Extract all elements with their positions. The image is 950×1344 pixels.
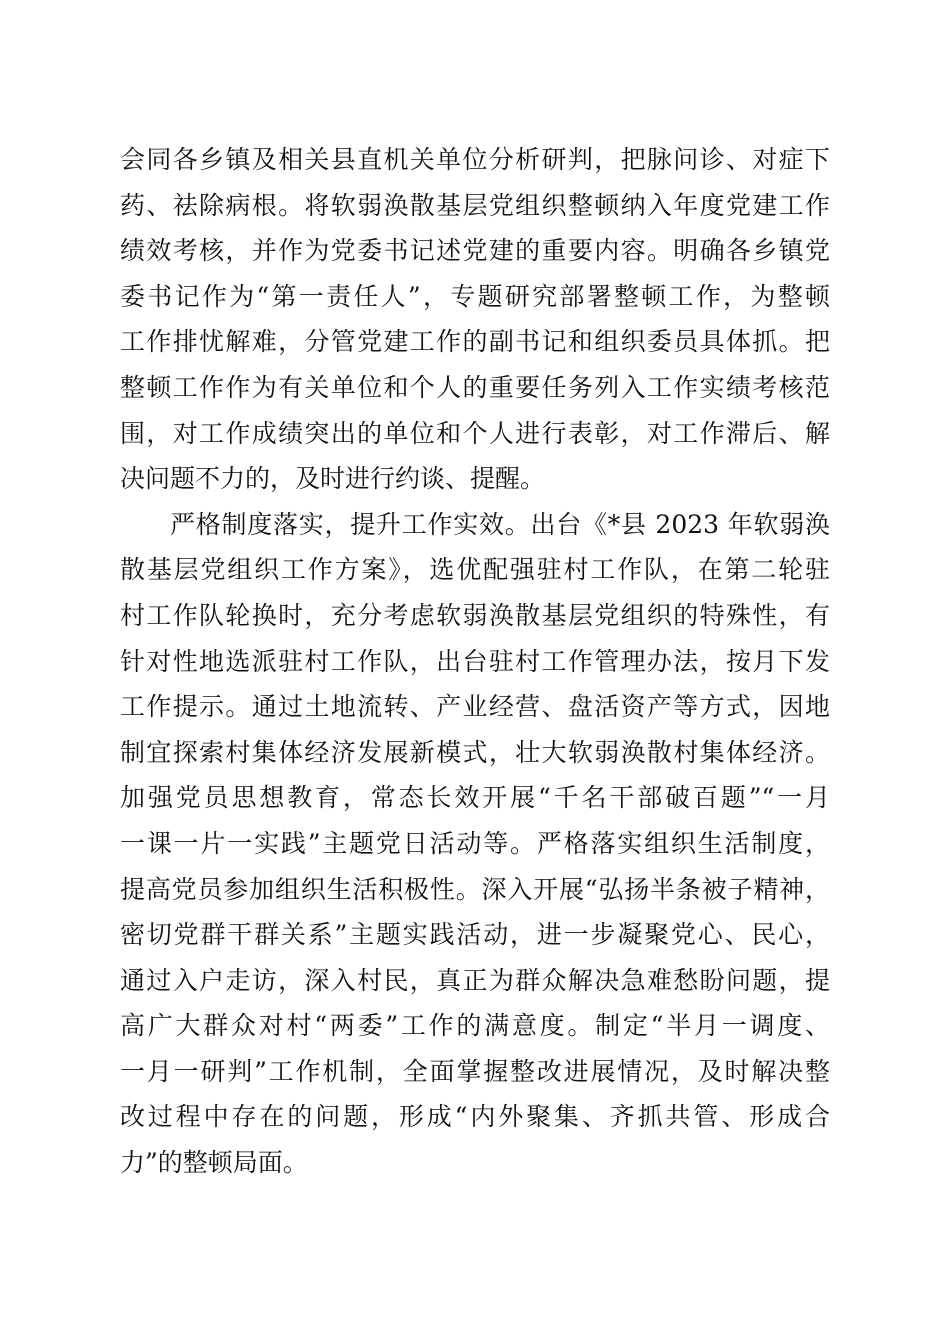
- paragraph-line: 加强党员思想教育，常态长效开展“千名干部破百题”“一月: [120, 783, 830, 813]
- paragraph-line: 通过入户走访，深入村民，真正为群众解决急难愁盼问题，提: [120, 965, 830, 995]
- paragraph-line: 制宜探索村集体经济发展新模式，壮大软弱涣散村集体经济。: [120, 737, 830, 767]
- paragraph-line: 散基层党组织工作方案》，选优配强驻村工作队，在第二轮驻: [120, 555, 830, 585]
- paragraph-line: 改过程中存在的问题，形成“内外聚集、齐抓共管、形成合: [120, 1102, 830, 1132]
- paragraph-1: [120, 137, 830, 502]
- document-body: [120, 137, 830, 1186]
- paragraph-line: 一月一研判”工作机制，全面掌握整改进展情况，及时解决整: [120, 1056, 830, 1086]
- paragraph-line: 决问题不力的，及时进行约谈、提醒。: [120, 464, 546, 494]
- paragraph-line: 针对性地选派驻村工作队，出台驻村工作管理办法，按月下发: [120, 646, 830, 676]
- paragraph-line: 绩效考核，并作为党委书记述党建的重要内容。明确各乡镇党: [120, 236, 830, 266]
- paragraph-line: 整顿工作作为有关单位和个人的重要任务列入工作实绩考核范: [120, 372, 830, 402]
- paragraph-line: 村工作队轮换时，充分考虑软弱涣散基层党组织的特殊性，有: [120, 600, 830, 630]
- paragraph-line: 药、祛除病根。将软弱涣散基层党组织整顿纳入年度党建工作: [120, 190, 830, 220]
- paragraph-line: 工作提示。通过土地流转、产业经营、盘活资产等方式，因地: [120, 692, 830, 722]
- paragraph-line: 严格制度落实，提升工作实效。出台《*县 2023 年软弱涣: [170, 509, 830, 539]
- paragraph-line: 提高党员参加组织生活积极性。深入开展“弘扬半条被子精神，: [120, 874, 830, 904]
- paragraph-line: 密切党群干群关系”主题实践活动，进一步凝聚党心、民心，: [120, 920, 830, 950]
- paragraph-line: 高广大群众对村“两委”工作的满意度。制定“半月一调度、: [120, 1011, 830, 1041]
- paragraph-line: 一课一片一实践”主题党日活动等。严格落实组织生活制度，: [120, 828, 830, 858]
- paragraph-line: 工作排忧解难，分管党建工作的副书记和组织委员具体抓。把: [120, 327, 830, 357]
- paragraph-2: [120, 502, 830, 1186]
- paragraph-line: 围，对工作成绩突出的单位和个人进行表彰，对工作滞后、解: [120, 418, 830, 448]
- paragraph-line: 会同各乡镇及相关县直机关单位分析研判，把脉问诊、对症下: [120, 145, 830, 174]
- paragraph-line: 力”的整顿局面。: [120, 1148, 308, 1178]
- paragraph-line: 委书记作为“第一责任人”，专题研究部署整顿工作，为整顿: [120, 281, 830, 311]
